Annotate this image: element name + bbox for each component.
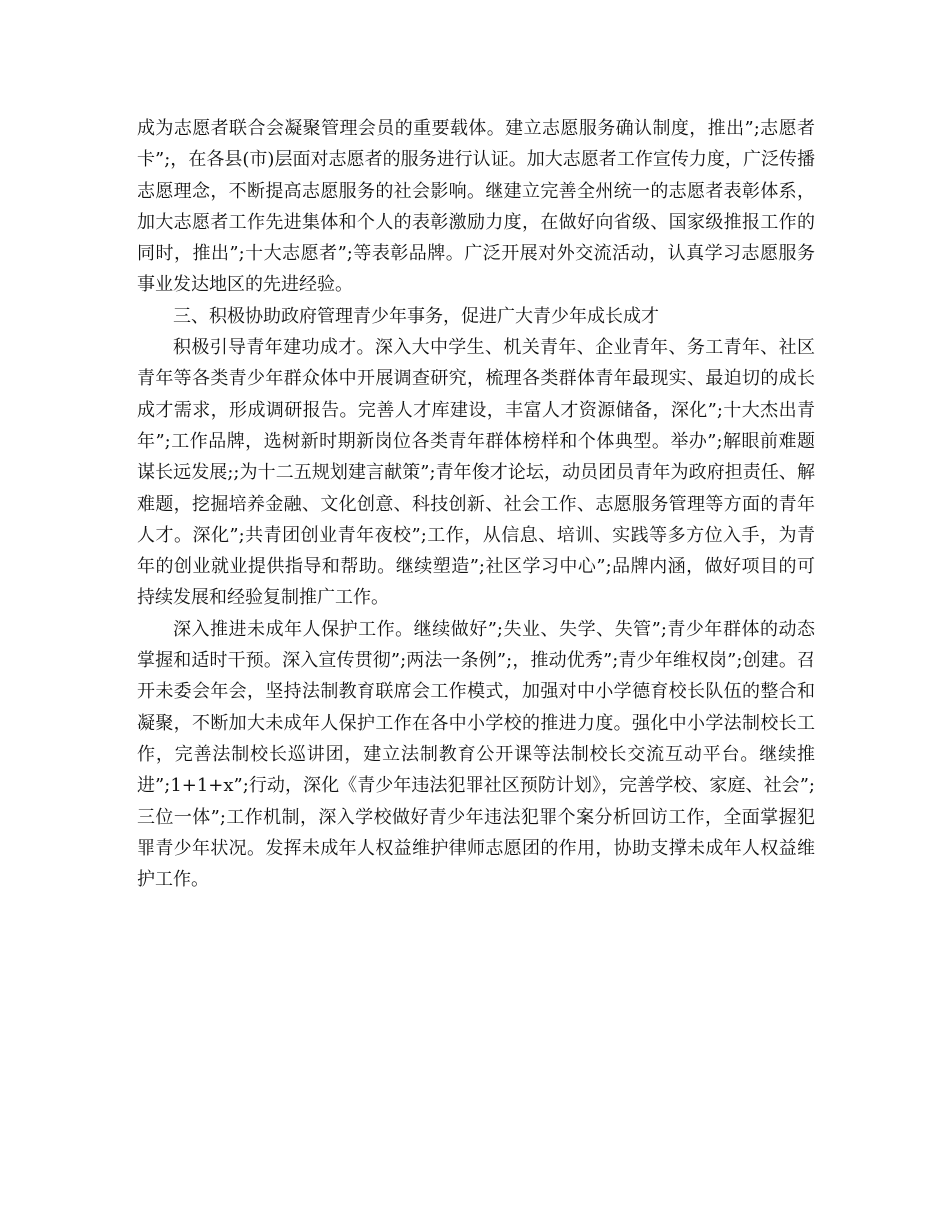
document-page [137, 113, 815, 895]
section-heading-youth-affairs: 三、积极协助政府管理青少年事务，促进广大青少年成长成才 [173, 305, 659, 327]
paragraph-minor-protection: 深入推进未成年人保护工作。继续做好”;失业、失学、失管”;青少年群体的动态掌握和适时干预。深入宣传贯彻”;两法一条例”;，推动优秀”;青少年维权岗”;创建。召开未委会年会，坚持法制教育联席会工作模式，加强对中小学德育校长队伍的整合和凝聚，不断加大未成年人保护工作在各中小学校的推进力度。强化中小学法制校长工作，完善法制校长巡讲团，建立法制教育公开课等法制校长交流互动平台。继续推进”;1+1+x”;行动，深化《青少年违法犯罪社区预防计划》，完善学校、家庭、社会”;三位一体”;工作机制，深入学校做好青少年违法犯罪个案分析回访工作，全面掌握犯罪青少年状况。发挥未成年人权益维护律师志愿团的作用，协助支撑未成年人权益维护工作。 [137, 618, 815, 891]
paragraph-volunteer-continuation: 成为志愿者联合会凝聚管理会员的重要载体。建立志愿服务确认制度，推出”;志愿者卡”;，在各县(市)层面对志愿者的服务进行认证。加大志愿者工作宣传力度，广泛传播志愿理念，不断提高志愿服务的社会影响。继建立完善全州统一的志愿者表彰体系，加大志愿者工作先进集体和个人的表彰激励力度，在做好向省级、国家级推报工作的同时，推出”;十大志愿者”;等表彰品牌。广泛开展对外交流活动，认真学习志愿服务事业发达地区的先进经验。 [137, 118, 815, 296]
paragraph-youth-talent: 积极引导青年建功成才。深入大中学生、机关青年、企业青年、务工青年、社区青年等各类青少年群众体中开展调查研究，梳理各类群体青年最现实、最迫切的成长成才需求，形成调研报告。完善人才库建设，丰富人才资源储备，深化”;十大杰出青年”;工作品牌，选树新时期新岗位各类青年群体榜样和个体典型。举办”;解眼前难题谋长远发展;;为十二五规划建言献策”;青年俊才论坛，动员团员青年为政府担责任、解难题，挖掘培养金融、文化创意、科技创新、社会工作、志愿服务管理等方面的青年人才。深化”;共青团创业青年夜校”;工作，从信息、培训、实践等多方位入手，为青年的创业就业提供指导和帮助。继续塑造”;社区学习中心”;品牌内涵，做好项目的可持续发展和经验复制推广工作。 [137, 337, 815, 609]
